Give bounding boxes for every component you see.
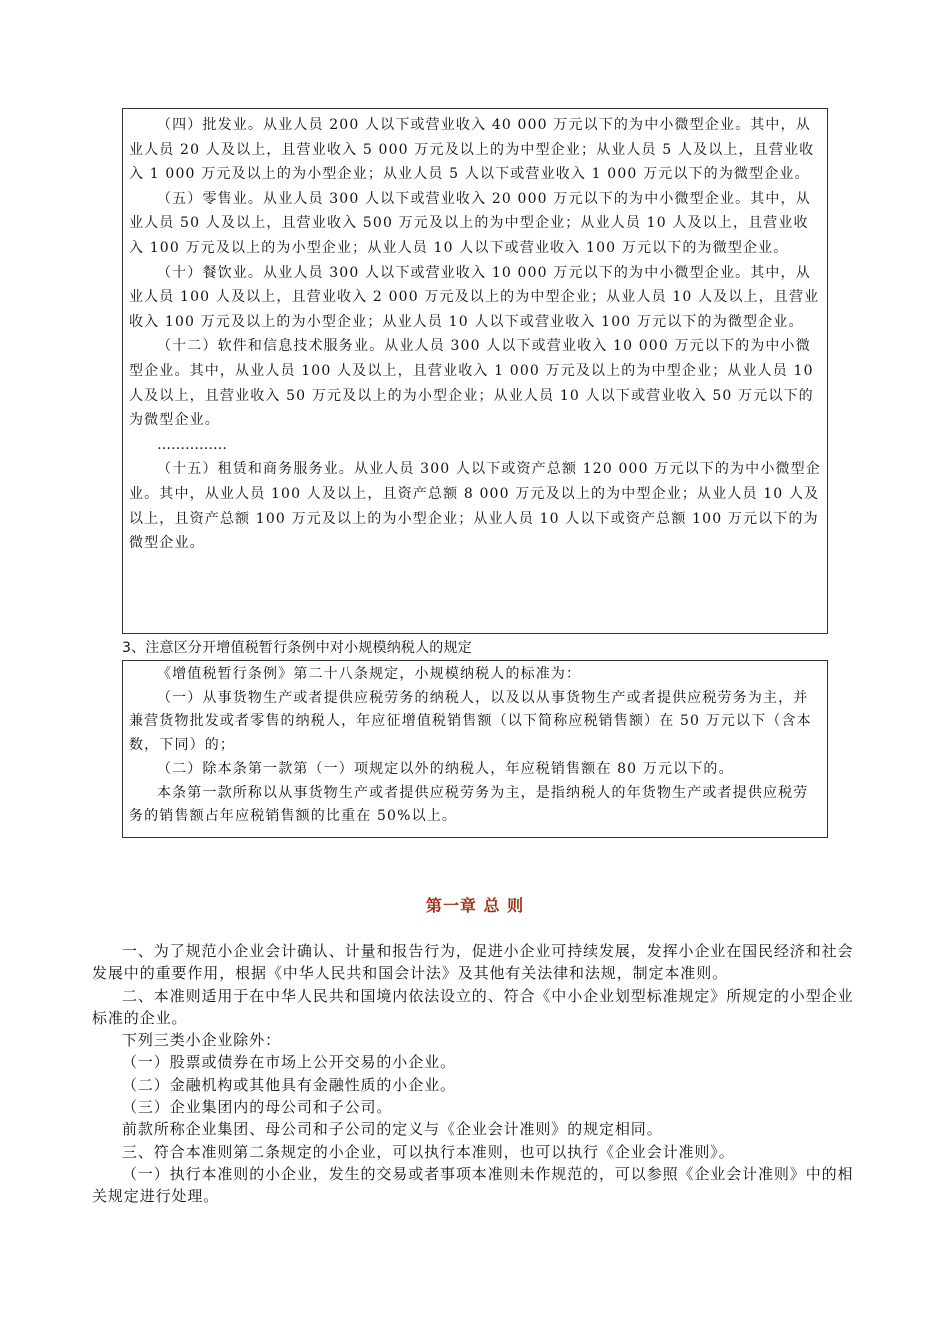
vat-item-2-paragraph: （二）除本条第一款第（一）项规定以外的纳税人，年应税销售额在 80 万元以下的。 (157, 760, 734, 777)
software-paragraph: （十二）软件和信息技术服务业。从业人员 300 人以下或营业收入 10 000 万元以下的为中小微型企业。其中，从业人员 100 人及以上，且营业收入 1 000 万元及以上的为中型企业；从业人员 10 人及以上，且营业收入 50 万元及以上的为小型企业；从业人员 10 人以下或营业收入 50 万元以下的为微型企业。 (129, 338, 814, 429)
catering-paragraph: （十）餐饮业。从业人员 300 人以下或营业收入 10 000 万元以下的为中小微型企业。其中，从业人员 100 人及以上，且营业收入 2 000 万元及以上的为中型企业；从业人员 10 人及以上，且营业收入 100 万元及以上的为小型企业；从业人员 10 人以下或营业收入 100 万元以下的为微型企业。 (129, 264, 820, 330)
chapter-body (92, 940, 862, 1208)
body-paragraph: （二）金融机构或其他具有金融性质的小企业。 (122, 1075, 456, 1094)
body-paragraph: 二、本准则适用于在中华人民共和国境内依法设立的、符合《中小企业划型标准规定》所规定的小型企业标准的企业。 (92, 986, 854, 1027)
vat-explanation-paragraph: 本条第一款所称以从事货物生产或者提供应税劳务为主，是指纳税人的年货物生产或者提供应税劳务的销售额占年应税销售额的比重在 50%以上。 (129, 784, 809, 825)
vat-intro-paragraph: 《增值税暂行条例》第二十八条规定，小规模纳税人的标准为： (157, 666, 582, 682)
body-paragraph: 三、符合本准则第二条规定的小企业，可以执行本准则，也可以执行《企业会计准则》。 (122, 1142, 735, 1161)
chapter-title: 第一章 总 则 (425, 896, 525, 915)
vat-item-1-paragraph: （一）从事货物生产或者提供应税劳务的纳税人，以及以从事货物生产或者提供应税劳务为主，并兼营货物批发或者零售的纳税人，年应征增值税销售额（以下简称应税销售额）在 50 万元以下（含本数，下同）的； (129, 689, 812, 754)
section-heading-vat: 3、注意区分开增值税暂行条例中对小规模纳税人的规定 (122, 640, 472, 656)
wholesale-paragraph: （四）批发业。从业人员 200 人以下或营业收入 40 000 万元以下的为中小微型企业。其中，从业人员 20 人及以上，且营业收入 5 000 万元及以上的为中型企业；从业人员 5 人及以上，且营业收入 1 000 万元及以上的为小型企业；从业人员 5 人以下或营业收入 1 000 万元以下的为微型企业。 (129, 117, 815, 183)
body-paragraph: 下列三类小企业除外： (122, 1031, 282, 1050)
body-paragraph: （一）股票或债券在市场上公开交易的小企业。 (122, 1053, 456, 1072)
enterprise-classification-box (122, 108, 828, 634)
vat-regulation-box (122, 660, 828, 838)
leasing-paragraph: （十五）租赁和商务服务业。从业人员 300 人以下或资产总额 120 000 万元以下的为中小微型企业。其中，从业人员 100 人及以上，且资产总额 8 000 万元及以上的为中型企业；从业人员 10 人及以上，且资产总额 100 万元及以上的为小型企业；从业人员 10 人以下或资产总额 100 万元以下的为微型企业。 (129, 461, 821, 552)
body-paragraph: （三）企业集团内的母公司和子公司。 (122, 1098, 393, 1117)
ellipsis-line: …………… (157, 436, 227, 453)
retail-paragraph: （五）零售业。从业人员 300 人以下或营业收入 20 000 万元以下的为中小微型企业。其中，从业人员 50 人及以上，且营业收入 500 万元及以上的为中型企业；从业人员 10 人及以上，且营业收入 100 万元及以上的为小型企业；从业人员 10 人以下或营业收入 100 万元以下的为微型企业。 (129, 190, 811, 256)
body-paragraph: 前款所称企业集团、母公司和子公司的定义与《企业会计准则》的规定相同。 (122, 1120, 663, 1139)
body-paragraph: 一、为了规范小企业会计确认、计量和报告行为，促进小企业可持续发展，发挥小企业在国民经济和社会发展中的重要作用，根据《中华人民共和国会计法》及其他有关法律和法规，制定本准则。 (92, 942, 854, 983)
body-paragraph: （一）执行本准则的小企业，发生的交易或者事项本准则未作规范的，可以参照《企业会计准则》中的相关规定进行处理。 (92, 1164, 854, 1206)
